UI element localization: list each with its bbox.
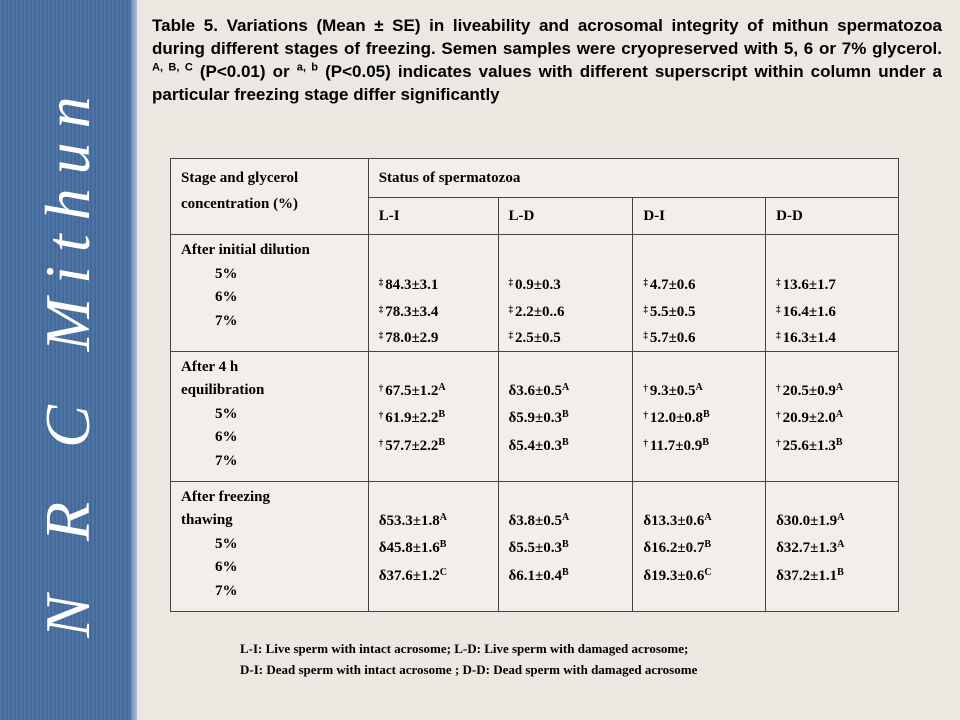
value-line: [379, 376, 498, 404]
mean-se-value: δ45.8±1.6: [378, 540, 440, 556]
value-line: [776, 271, 898, 298]
mean-se-value: 13.6±1.7: [782, 277, 836, 293]
significance-mark: ‡: [508, 303, 514, 314]
header-stage-line1: Stage and glycerol: [181, 170, 299, 186]
value-line: [509, 376, 633, 404]
group-superscript: A: [562, 381, 570, 393]
footnote-line2: D-I: Dead sperm with intact acrosome ; D-D: Dead sperm with damaged acrosome: [240, 662, 698, 677]
value-cell: [766, 351, 899, 481]
significance-mark: †: [643, 410, 648, 420]
value-line: [643, 298, 765, 325]
significance-mark: ‡: [508, 330, 514, 340]
glycerol-concentration: 7%: [215, 582, 238, 599]
caption-superscript-2: a, b: [296, 61, 319, 74]
value-line: [643, 324, 765, 351]
mean-se-value: δ19.3±0.6: [643, 567, 705, 584]
value-cell: [368, 235, 498, 352]
significance-mark: ‡: [643, 303, 648, 314]
group-superscript: A: [837, 539, 845, 550]
significance-mark: ‡: [378, 330, 384, 340]
value-line: [643, 506, 765, 534]
stage-cell: [171, 235, 369, 352]
significance-mark: †: [643, 437, 648, 448]
mean-se-value: δ53.3±1.8: [378, 512, 440, 529]
sidebar-band: [0, 0, 137, 720]
mean-se-value: 5.5±0.5: [649, 303, 696, 320]
caption-text-2: (P<0.01) or: [192, 62, 297, 81]
mean-se-value: 25.6±1.3: [782, 437, 836, 454]
value-line: [379, 324, 498, 351]
value-line: [776, 376, 898, 404]
table-row: [171, 481, 899, 611]
value-line: [643, 533, 765, 561]
sidebar-edge: [131, 0, 137, 720]
header-row: [171, 159, 899, 198]
mean-se-value: 4.7±0.6: [649, 277, 696, 293]
stage-label: thawing: [181, 512, 233, 528]
group-superscript: A: [704, 511, 712, 523]
mean-se-value: δ5.5±0.3: [508, 540, 563, 556]
value-line: [643, 376, 765, 404]
significance-mark: †: [643, 382, 648, 393]
mean-se-value: 2.5±0.5: [515, 330, 561, 346]
mean-se-value: 57.7±2.2: [385, 437, 439, 454]
stage-label: equilibration: [181, 382, 265, 398]
group-superscript: B: [702, 436, 709, 448]
significance-mark: ‡: [643, 277, 648, 287]
significance-mark: †: [776, 437, 781, 448]
group-superscript: A: [835, 381, 844, 393]
mean-se-value: δ6.1±0.4: [508, 567, 563, 584]
table-row: [171, 351, 899, 481]
value-cell: [633, 481, 766, 611]
value-line: [379, 533, 498, 561]
value-line: [509, 561, 633, 589]
glycerol-concentration: 6%: [215, 289, 238, 305]
significance-mark: †: [776, 410, 781, 420]
significance-mark: †: [378, 382, 384, 393]
value-line: [379, 298, 498, 325]
mean-se-value: δ16.2±0.7: [643, 540, 705, 556]
mean-se-value: 11.7±0.9: [649, 437, 703, 454]
value-line: [643, 271, 765, 298]
vertical-title: N R C Mithun: [32, 82, 103, 638]
value-line: [776, 324, 898, 351]
value-line: [379, 561, 498, 589]
value-cell: [766, 235, 899, 352]
footnote-line1: L-I: Live sperm with intact acrosome; L-D: Live sperm with damaged acrosome;: [240, 641, 689, 656]
mean-se-value: 67.5±1.2: [385, 382, 439, 399]
significance-mark: ‡: [643, 330, 648, 340]
mean-se-value: 16.4±1.6: [782, 303, 836, 320]
mean-se-value: 12.0±0.8: [649, 410, 704, 426]
significance-mark: ‡: [378, 277, 384, 287]
group-superscript: A: [562, 511, 570, 523]
table-row: [171, 235, 899, 352]
group-superscript: A: [695, 381, 703, 393]
group-superscript: C: [704, 566, 712, 578]
group-superscript: B: [439, 539, 447, 550]
value-cell: [498, 351, 633, 481]
glycerol-concentration: 6%: [215, 559, 238, 575]
glycerol-concentration: 6%: [215, 429, 238, 445]
group-superscript: B: [704, 539, 712, 550]
group-superscript: B: [703, 409, 710, 420]
glycerol-concentration: 7%: [215, 312, 238, 329]
stage-cell: [171, 351, 369, 481]
column-header-li: L-I: [368, 198, 498, 235]
significance-mark: ‡: [776, 303, 781, 314]
glycerol-concentration: 5%: [215, 535, 238, 552]
stage-label: After initial dilution: [181, 242, 310, 258]
value-line: [776, 298, 898, 325]
value-cell: [633, 235, 766, 352]
mean-se-value: 5.7±0.6: [649, 330, 696, 346]
column-header-ld: L-D: [498, 198, 633, 235]
value-line: [643, 431, 765, 459]
value-cell: [368, 481, 498, 611]
value-line: [509, 271, 633, 298]
mean-se-value: δ5.9±0.3: [508, 410, 563, 426]
group-superscript: B: [438, 436, 446, 448]
mean-se-value: 20.5±0.9: [782, 382, 836, 399]
group-superscript: B: [438, 409, 446, 420]
mean-se-value: 9.3±0.5: [649, 382, 696, 399]
stage-label: After 4 h: [181, 358, 239, 375]
group-superscript: A: [837, 511, 845, 523]
mean-se-value: δ37.6±1.2: [378, 567, 440, 584]
group-superscript: B: [562, 566, 569, 578]
value-line: [509, 324, 633, 351]
caption-text-1: Table 5. Variations (Mean ± SE) in liveability and acrosomal integrity of mithun spermatozoa during different stages of freezing. Semen samples were cryopreserved with 5, 6 or 7% glycerol.: [152, 16, 942, 58]
value-line: [509, 506, 633, 534]
group-superscript: B: [835, 436, 843, 448]
mean-se-value: 61.9±2.2: [385, 410, 439, 426]
value-line: [509, 533, 633, 561]
group-superscript: A: [439, 511, 447, 523]
value-line: [379, 271, 498, 298]
caption-text-3: (P<0.05) indicates values with different superscript within column under a particular freezing stage differ significantly: [152, 62, 942, 104]
group-superscript: B: [837, 566, 844, 578]
value-line: [379, 506, 498, 534]
significance-mark: ‡: [378, 303, 384, 314]
value-line: [509, 431, 633, 459]
glycerol-concentration: 5%: [215, 405, 238, 422]
group-superscript: B: [562, 539, 569, 550]
significance-mark: †: [776, 382, 781, 393]
mean-se-value: 0.9±0.3: [515, 277, 561, 293]
value-line: [509, 298, 633, 325]
mean-se-value: 78.0±2.9: [385, 330, 439, 346]
significance-mark: ‡: [776, 330, 781, 340]
mean-se-value: δ32.7±1.3: [776, 540, 838, 556]
value-cell: [498, 481, 633, 611]
stage-cell: [171, 481, 369, 611]
value-line: [776, 561, 898, 589]
value-cell: [633, 351, 766, 481]
value-line: [776, 431, 898, 459]
header-stage-cell: [171, 159, 369, 235]
value-line: [776, 533, 898, 561]
column-header-dd: D-D: [766, 198, 899, 235]
glycerol-concentration: 7%: [215, 452, 238, 469]
group-superscript: B: [562, 409, 569, 420]
value-line: [776, 403, 898, 431]
value-line: [379, 431, 498, 459]
mean-se-value: δ5.4±0.3: [508, 437, 563, 454]
mean-se-value: δ3.6±0.5: [508, 382, 563, 399]
value-line: [379, 403, 498, 431]
stage-label: After freezing: [181, 488, 270, 505]
header-stage-line2: concentration (%): [181, 196, 299, 212]
value-line: [643, 561, 765, 589]
mean-se-value: 2.2±0..6: [515, 303, 565, 320]
significance-mark: ‡: [508, 277, 514, 287]
group-superscript: C: [439, 566, 447, 578]
mean-se-value: δ30.0±1.9: [776, 512, 838, 529]
mean-se-value: 78.3±3.4: [385, 303, 439, 320]
group-superscript: B: [562, 436, 569, 448]
mean-se-value: 16.3±1.4: [782, 330, 836, 346]
data-table: [170, 158, 899, 612]
mean-se-value: δ13.3±0.6: [643, 512, 705, 529]
mean-se-value: 84.3±3.1: [385, 277, 439, 293]
table-caption: [152, 14, 942, 106]
value-cell: [368, 351, 498, 481]
value-line: [776, 506, 898, 534]
caption-superscript-1: A, B, C: [152, 61, 193, 74]
mean-se-value: 20.9±2.0: [782, 410, 836, 426]
header-status-cell: Status of spermatozoa: [368, 159, 898, 198]
glycerol-concentration: 5%: [215, 265, 238, 282]
group-superscript: A: [438, 381, 446, 393]
value-cell: [766, 481, 899, 611]
value-line: [509, 403, 633, 431]
value-cell: [498, 235, 633, 352]
significance-mark: ‡: [776, 277, 781, 287]
footnote: [240, 638, 697, 680]
mean-se-value: δ3.8±0.5: [508, 512, 563, 529]
column-header-di: D-I: [633, 198, 766, 235]
mean-se-value: δ37.2±1.1: [776, 567, 838, 584]
value-line: [643, 403, 765, 431]
significance-mark: †: [378, 437, 384, 448]
group-superscript: A: [835, 409, 844, 420]
significance-mark: †: [378, 410, 384, 420]
